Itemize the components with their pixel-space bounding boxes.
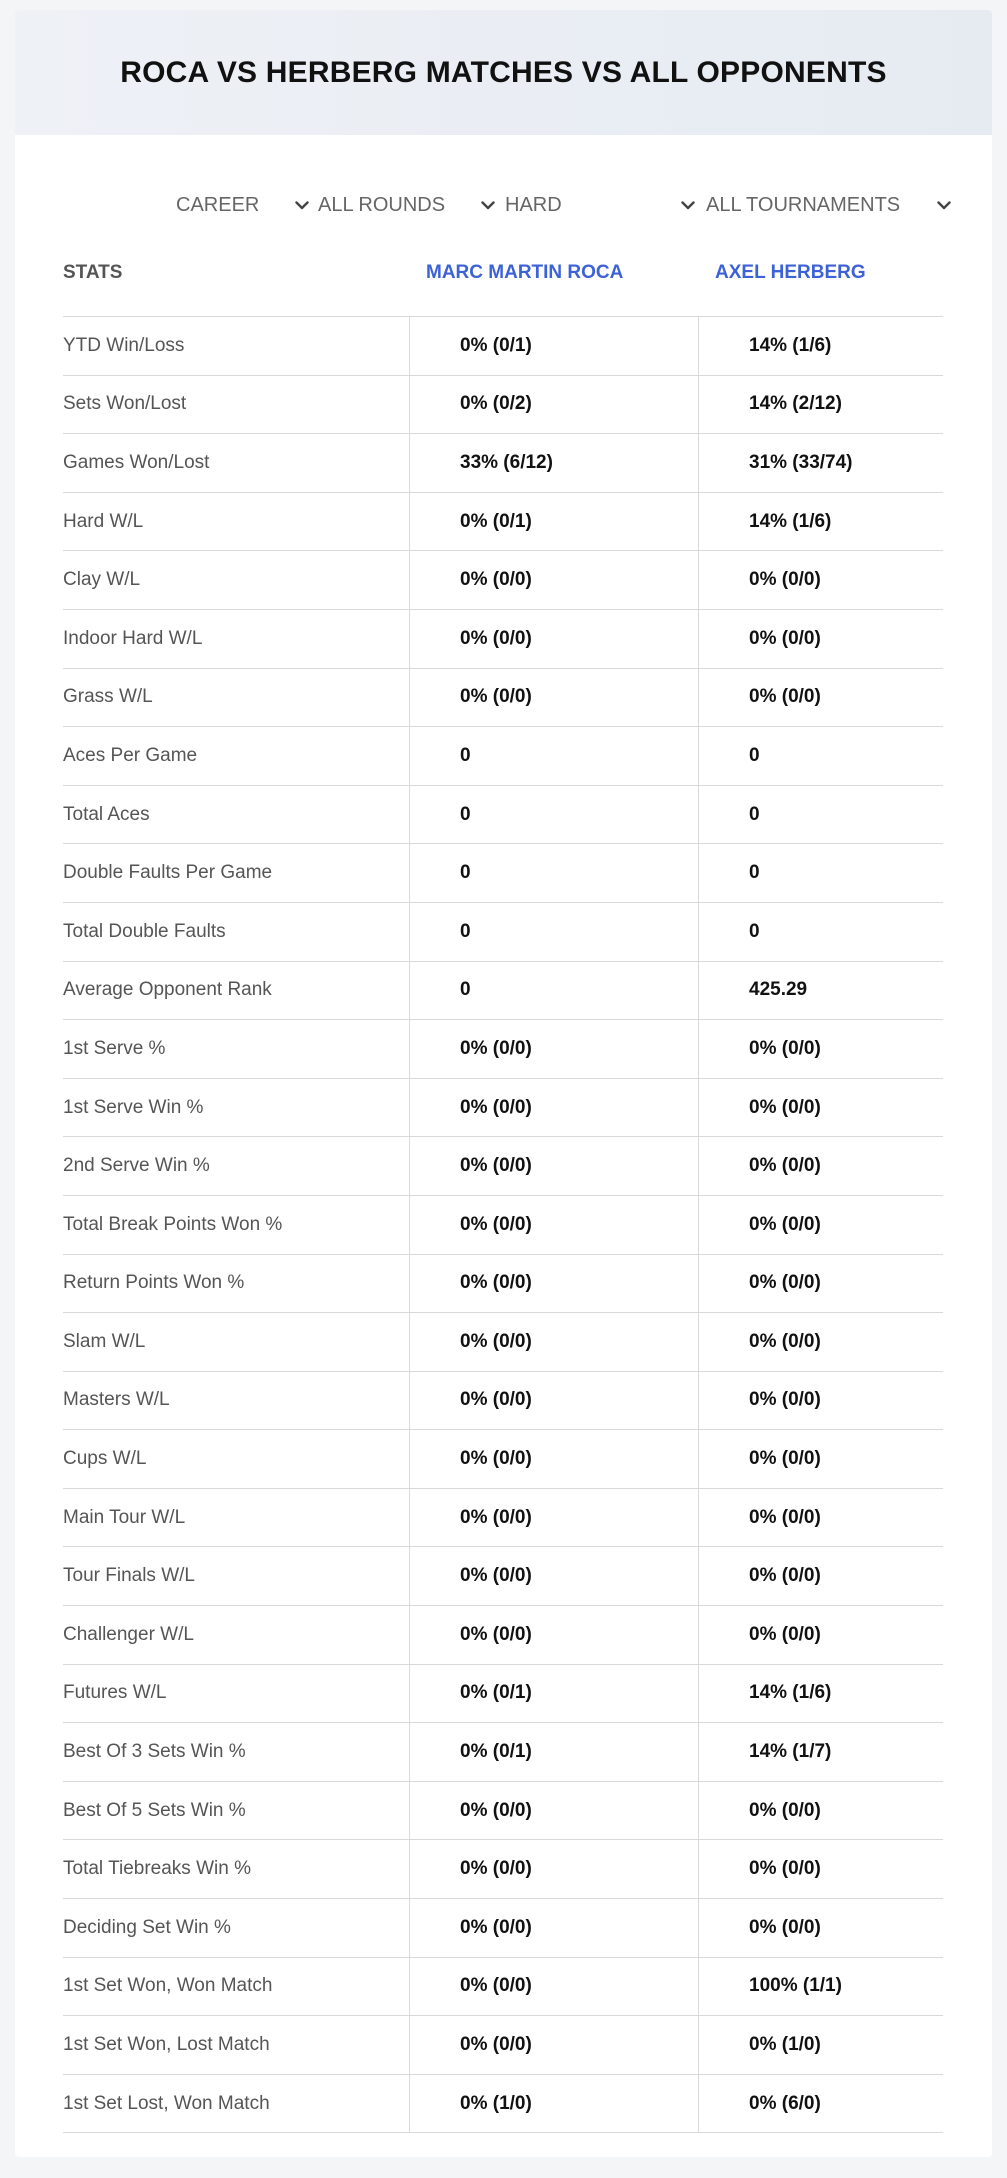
- row-value-player2: 0: [698, 903, 943, 961]
- row-label: Aces Per Game: [63, 744, 198, 766]
- table-row: [63, 376, 943, 435]
- row-value-player1: 0% (0/0): [409, 1020, 698, 1078]
- row-value-player2: 0% (0/0): [698, 1020, 943, 1078]
- table-row: [63, 434, 943, 493]
- table-row: [63, 1489, 943, 1548]
- table-row: [63, 493, 943, 552]
- row-value-player2: 0% (0/0): [698, 1782, 943, 1840]
- row-value-player1: 33% (6/12): [409, 434, 698, 492]
- filter-surface-select[interactable]: [505, 180, 698, 230]
- row-value-player2: 0: [698, 727, 943, 785]
- row-value-player1: 0% (0/0): [409, 1782, 698, 1840]
- table-row: [63, 1079, 943, 1138]
- table-row: [63, 1255, 943, 1314]
- row-label: Cups W/L: [63, 1448, 147, 1470]
- row-label: Sets Won/Lost: [63, 393, 187, 415]
- chevron-down-icon: [934, 195, 954, 215]
- table-row: [63, 844, 943, 903]
- filter-tournament-select[interactable]: [706, 180, 954, 230]
- row-label: Futures W/L: [63, 1682, 167, 1704]
- row-value-player2: 0% (1/0): [698, 2016, 943, 2074]
- row-value-player2: 14% (2/12): [698, 376, 943, 434]
- row-label: Clay W/L: [63, 569, 141, 591]
- row-label: Hard W/L: [63, 510, 144, 532]
- table-row: [63, 1958, 943, 2017]
- card-header: [15, 10, 992, 135]
- row-value-player2: 100% (1/1): [698, 1958, 943, 2016]
- row-label: Masters W/L: [63, 1389, 170, 1411]
- row-label: Average Opponent Rank: [63, 979, 272, 1001]
- table-row: [63, 962, 943, 1021]
- table-body: [63, 317, 943, 2133]
- row-label: Return Points Won %: [63, 1272, 245, 1294]
- row-value-player1: 0% (0/0): [409, 1958, 698, 2016]
- row-value-player2: 0% (0/0): [698, 1606, 943, 1664]
- row-value-player1: 0% (0/0): [409, 1899, 698, 1957]
- row-label: YTD Win/Loss: [63, 334, 185, 356]
- page-title: ROCA VS HERBERG MATCHES VS ALL OPPONENTS: [120, 55, 887, 89]
- table-row: [63, 2016, 943, 2075]
- row-label: Total Break Points Won %: [63, 1213, 283, 1235]
- row-value-player1: 0% (0/1): [409, 1665, 698, 1723]
- row-value-player2: 31% (33/74): [698, 434, 943, 492]
- row-value-player2: 0% (0/0): [698, 551, 943, 609]
- row-value-player2: 0% (0/0): [698, 1489, 943, 1547]
- row-value-player2: 0% (0/0): [698, 1079, 943, 1137]
- row-value-player2: 0% (0/0): [698, 669, 943, 727]
- table-row: [63, 1196, 943, 1255]
- table-header: [63, 242, 943, 317]
- row-value-player2: 0% (0/0): [698, 610, 943, 668]
- row-label: Tour Finals W/L: [63, 1565, 195, 1587]
- row-label: 1st Set Lost, Won Match: [63, 2092, 270, 2114]
- row-value-player1: 0% (0/0): [409, 2016, 698, 2074]
- row-label: 1st Serve %: [63, 1037, 166, 1059]
- row-value-player2: 14% (1/6): [698, 317, 943, 375]
- row-value-player2: 0% (0/0): [698, 1255, 943, 1313]
- row-value-player1: 0% (0/0): [409, 1079, 698, 1137]
- row-label: Total Aces: [63, 803, 150, 825]
- row-value-player2: 0: [698, 844, 943, 902]
- column-header-player2[interactable]: AXEL HERBERG: [715, 262, 866, 283]
- row-value-player2: 0% (0/0): [698, 1313, 943, 1371]
- row-label: Total Double Faults: [63, 920, 226, 942]
- row-value-player2: 0% (0/0): [698, 1196, 943, 1254]
- row-value-player1: 0% (0/2): [409, 376, 698, 434]
- row-label: Indoor Hard W/L: [63, 627, 203, 649]
- row-value-player2: 0% (6/0): [698, 2075, 943, 2133]
- row-value-player1: 0% (0/1): [409, 317, 698, 375]
- row-value-player1: 0% (0/0): [409, 1255, 698, 1313]
- row-value-player1: 0: [409, 844, 698, 902]
- table-row: [63, 903, 943, 962]
- row-value-player1: 0% (0/1): [409, 1723, 698, 1781]
- row-label: Double Faults Per Game: [63, 862, 273, 884]
- row-label: Best Of 5 Sets Win %: [63, 1799, 246, 1821]
- filter-surface-value: HARD: [505, 193, 562, 216]
- table-row: [63, 551, 943, 610]
- table-row: [63, 1782, 943, 1841]
- stats-card: [15, 10, 992, 2157]
- row-value-player1: 0% (0/0): [409, 1372, 698, 1430]
- row-value-player1: 0% (0/0): [409, 1840, 698, 1898]
- filter-bar: [15, 180, 992, 230]
- row-value-player2: 0% (0/0): [698, 1372, 943, 1430]
- row-label: Best Of 3 Sets Win %: [63, 1741, 246, 1763]
- row-value-player1: 0% (0/0): [409, 1137, 698, 1195]
- row-value-player2: 0% (0/0): [698, 1547, 943, 1605]
- table-row: [63, 610, 943, 669]
- row-value-player1: 0% (1/0): [409, 2075, 698, 2133]
- table-row: [63, 1137, 943, 1196]
- table-row: [63, 2075, 943, 2134]
- row-value-player1: 0: [409, 903, 698, 961]
- row-value-player1: 0% (0/0): [409, 1547, 698, 1605]
- table-row: [63, 1723, 943, 1782]
- table-row: [63, 786, 943, 845]
- row-label: Main Tour W/L: [63, 1506, 186, 1528]
- table-row: [63, 317, 943, 376]
- column-header-stats: STATS: [63, 262, 123, 283]
- chevron-down-icon: [292, 195, 312, 215]
- filter-round-value: ALL ROUNDS: [318, 193, 446, 216]
- row-value-player2: 0% (0/0): [698, 1137, 943, 1195]
- table-row: [63, 1020, 943, 1079]
- row-value-player1: 0% (0/0): [409, 1196, 698, 1254]
- table-row: [63, 669, 943, 728]
- row-value-player1: 0: [409, 727, 698, 785]
- table-row: [63, 1840, 943, 1899]
- row-value-player1: 0: [409, 786, 698, 844]
- row-value-player2: 14% (1/6): [698, 1665, 943, 1723]
- filter-round-select[interactable]: [318, 180, 498, 230]
- filter-period-value: CAREER: [176, 193, 260, 216]
- row-value-player2: 0% (0/0): [698, 1430, 943, 1488]
- row-value-player1: 0% (0/1): [409, 493, 698, 551]
- row-value-player1: 0: [409, 962, 698, 1020]
- row-value-player2: 0: [698, 786, 943, 844]
- row-label: Challenger W/L: [63, 1623, 194, 1645]
- row-label: Games Won/Lost: [63, 451, 210, 473]
- table-row: [63, 1372, 943, 1431]
- chevron-down-icon: [678, 195, 698, 215]
- table-row: [63, 1899, 943, 1958]
- row-value-player1: 0% (0/0): [409, 1430, 698, 1488]
- row-value-player1: 0% (0/0): [409, 551, 698, 609]
- chevron-down-icon: [478, 195, 498, 215]
- row-value-player1: 0% (0/0): [409, 1313, 698, 1371]
- column-header-player1[interactable]: MARC MARTIN ROCA: [426, 262, 624, 283]
- row-label: 1st Set Won, Won Match: [63, 1975, 273, 1997]
- row-label: Deciding Set Win %: [63, 1916, 231, 1938]
- row-value-player1: 0% (0/0): [409, 610, 698, 668]
- filter-period-select[interactable]: [176, 180, 312, 230]
- row-label: 1st Set Won, Lost Match: [63, 2034, 270, 2056]
- row-value-player1: 0% (0/0): [409, 1489, 698, 1547]
- table-row: [63, 1313, 943, 1372]
- row-label: 2nd Serve Win %: [63, 1155, 210, 1177]
- stats-table: [63, 242, 943, 2133]
- row-value-player2: 14% (1/6): [698, 493, 943, 551]
- row-value-player2: 0% (0/0): [698, 1899, 943, 1957]
- row-label: Grass W/L: [63, 686, 153, 708]
- table-row: [63, 1665, 943, 1724]
- table-row: [63, 1430, 943, 1489]
- row-value-player2: 14% (1/7): [698, 1723, 943, 1781]
- table-row: [63, 727, 943, 786]
- row-label: 1st Serve Win %: [63, 1096, 204, 1118]
- filter-tournament-value: ALL TOURNAMENTS: [706, 193, 901, 216]
- row-value-player2: 0% (0/0): [698, 1840, 943, 1898]
- table-row: [63, 1547, 943, 1606]
- table-row: [63, 1606, 943, 1665]
- row-label: Slam W/L: [63, 1330, 146, 1352]
- row-value-player2: 425.29: [698, 962, 943, 1020]
- row-label: Total Tiebreaks Win %: [63, 1858, 251, 1880]
- row-value-player1: 0% (0/0): [409, 669, 698, 727]
- row-value-player1: 0% (0/0): [409, 1606, 698, 1664]
